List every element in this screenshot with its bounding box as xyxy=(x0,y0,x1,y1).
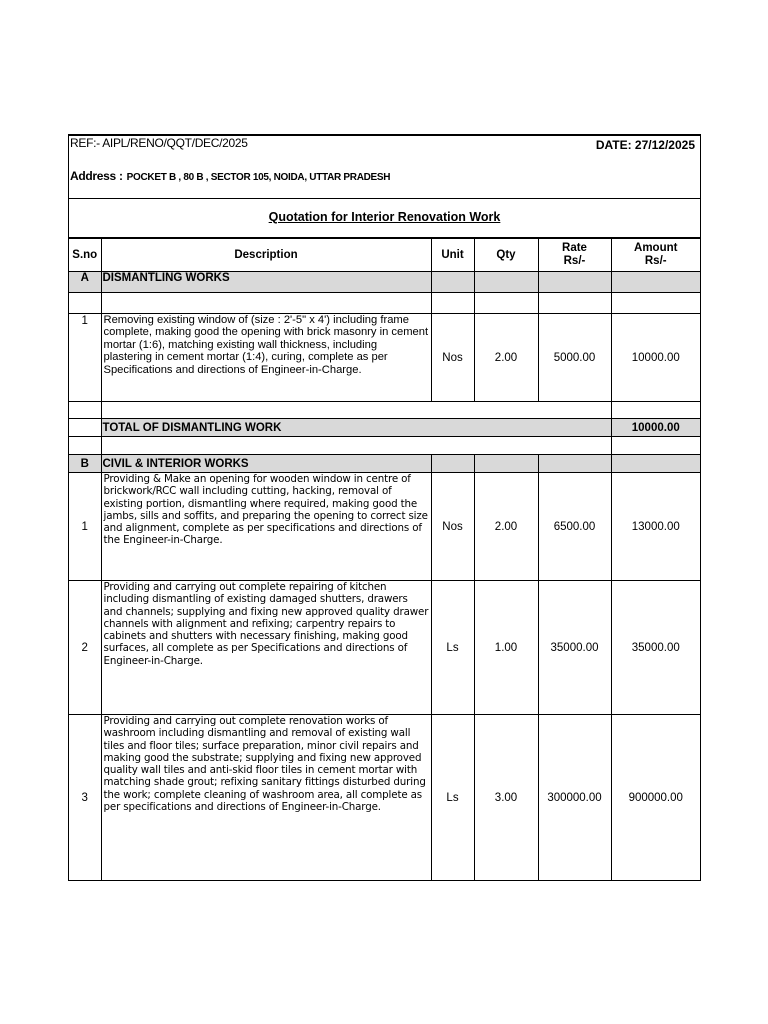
item-unit: Ls xyxy=(431,715,474,881)
document-title: Quotation for Interior Renovation Work xyxy=(268,210,501,224)
item-qty: 2.00 xyxy=(474,473,538,581)
item-sno: 2 xyxy=(69,581,101,715)
section-row-a xyxy=(69,272,700,293)
item-amount: 900000.00 xyxy=(611,715,700,881)
address-value: POCKET B , 80 B , SECTOR 105, NOIDA, UTTAR PRADESH xyxy=(126,172,391,183)
quotation-table xyxy=(69,238,700,881)
item-sno: 1 xyxy=(69,314,101,402)
table-row xyxy=(69,715,700,881)
section-code: B xyxy=(69,455,101,473)
col-rate-line2: Rs/- xyxy=(563,255,586,267)
total-row xyxy=(69,419,700,437)
table-row xyxy=(69,581,700,715)
item-amount: 13000.00 xyxy=(611,473,700,581)
blank-row xyxy=(69,402,700,419)
reference-number: REF:- AIPL/RENO/QQT/DEC/2025 xyxy=(70,136,248,150)
col-amount-line2: Rs/- xyxy=(644,255,667,267)
blank-row xyxy=(69,293,700,314)
col-rate-line1: Rate xyxy=(562,242,587,254)
item-description: Providing and carrying out complete repairing of kitchen including dismantling of existing damaged shutters, drawers and channels; supplying and fixing new approved quality drawer channels with alignment and refixing; carpentry repairs to cabinets and shutters with necessary finishing, making good surfaces, all complete as per Specifications and directions of Engineer-in-Charge. xyxy=(101,581,431,715)
item-qty: 1.00 xyxy=(474,581,538,715)
col-sno: S.no xyxy=(69,239,101,272)
section-row-b xyxy=(69,455,700,473)
item-description: Removing existing window of (size : 2'-5" x 4') including frame complete, making good the opening with brick masonry in cement mortar (1:6), matching existing wall thickness, including plastering in cement mortar (1:4), curing, complete as per Specifications and directions of Engineer-in-Charge. xyxy=(101,314,431,402)
section-name: CIVIL & INTERIOR WORKS xyxy=(101,455,431,473)
item-sno: 1 xyxy=(69,473,101,581)
item-description: Providing and carrying out complete renovation works of washroom including dismantling and removal of existing wall tiles and floor tiles; surface preparation, minor civil repairs and making good the substrate; supplying and fixing new approved quality wall tiles and anti-skid floor tiles in cement mortar with matching shade grout; refixing sanitary fittings disturbed during the work; complete cleaning of washroom area, all complete as per specifications and directions of Engineer-in-Charge. xyxy=(101,715,431,881)
column-header-row xyxy=(69,239,700,272)
address-line xyxy=(70,169,390,183)
quotation-sheet xyxy=(68,134,701,881)
col-rate xyxy=(538,239,611,272)
item-unit: Nos xyxy=(431,314,474,402)
col-amount xyxy=(611,239,700,272)
item-unit: Ls xyxy=(431,581,474,715)
item-rate: 5000.00 xyxy=(538,314,611,402)
quotation-date: DATE: 27/12/2025 xyxy=(595,138,695,152)
item-qty: 2.00 xyxy=(474,314,538,402)
col-amount-line1: Amount xyxy=(634,242,678,254)
item-qty: 3.00 xyxy=(474,715,538,881)
item-amount: 10000.00 xyxy=(611,314,700,402)
total-amount: 10000.00 xyxy=(611,419,700,437)
header-block xyxy=(69,136,700,199)
table-row xyxy=(69,314,700,402)
title-block xyxy=(69,199,700,238)
item-sno: 3 xyxy=(69,715,101,881)
item-unit: Nos xyxy=(431,473,474,581)
item-rate: 35000.00 xyxy=(538,581,611,715)
item-rate: 6500.00 xyxy=(538,473,611,581)
section-name: DISMANTLING WORKS xyxy=(101,272,431,293)
blank-row xyxy=(69,437,700,455)
address-label: Address : xyxy=(70,169,123,183)
col-qty: Qty xyxy=(474,239,538,272)
total-label: TOTAL OF DISMANTLING WORK xyxy=(101,419,611,437)
section-code: A xyxy=(69,272,101,293)
table-row xyxy=(69,473,700,581)
col-description: Description xyxy=(101,239,431,272)
item-amount: 35000.00 xyxy=(611,581,700,715)
item-description: Providing & Make an opening for wooden window in centre of brickwork/RCC wall including cutting, hacking, removal of existing portion, dismantling where required, making good the jambs, sills and soffits, and preparing the opening to correct size and alignment, complete as per specifications and directions of the Engineer-in-Charge. xyxy=(101,473,431,581)
col-unit: Unit xyxy=(431,239,474,272)
item-rate: 300000.00 xyxy=(538,715,611,881)
